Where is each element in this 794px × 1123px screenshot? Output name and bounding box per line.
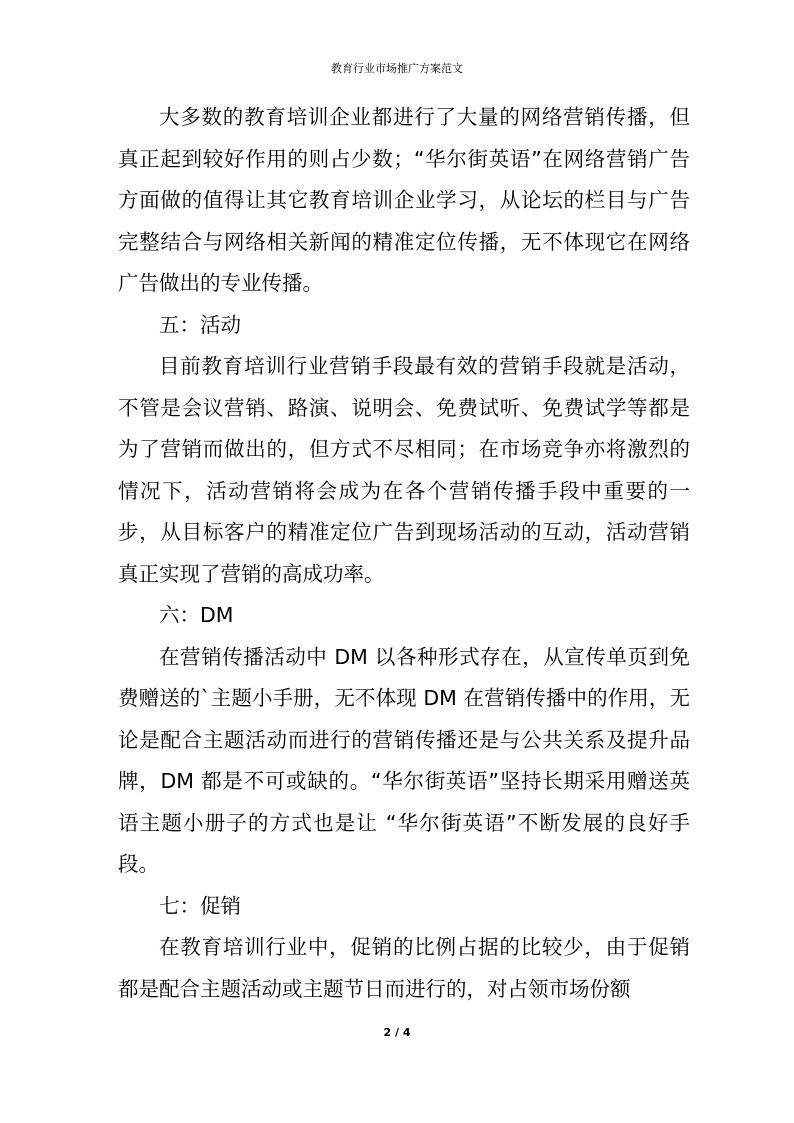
page-number: 2 / 4	[383, 1026, 411, 1039]
section-heading-promotion: 七：促销	[159, 893, 241, 918]
paragraph-network-advertising: 大多数的教育培训企业都进行了大量的网络营销传播，但真正起到较好作用的则占少数；“华尔街英语”在网络营销广告方面做的值得让其它教育培训企业学习，从论坛的栏目与广告完整结合与网络相关新闻的精准定位传播，无不体现它在网络广告做出的专业传播。	[118, 105, 690, 295]
section-heading-dm: 六：DM	[159, 603, 234, 627]
paragraph-promotion: 在教育培训行业中，促销的比例占据的比较少，由于促销都是配合主题活动或主题节日而进行的，对占领市场份额	[118, 935, 690, 1001]
paragraph-activities: 目前教育培训行业营销手段最有效的营销手段就是活动，不管是会议营销、路演、说明会、免费试听、免费试学等都是为了营销而做出的，但方式不尽相同；在市场竞争亦将激烈的情况下，活动营销将会成为在各个营销传播手段中重要的一步，从目标客户的精准定位广告到现场活动的互动，活动营销真正实现了营销的高成功率。	[118, 354, 690, 586]
section-heading-activities: 五：活动	[159, 312, 241, 337]
document-body	[118, 97, 690, 1010]
page-header: 教育行业市场推广方案范文	[331, 62, 463, 75]
paragraph-dm: 在营销传播活动中 DM 以各种形式存在，从宣传单页到免费赠送的`主题小手册，无不体现 DM 在营销传播中的作用，无论是配合主题活动而进行的营销传播还是与公共关系及提升品牌，DM 都是不可或缺的。“华尔街英语”坚持长期采用赠送英语主题小册子的方式也是让 “华尔街英语”不断发展的良好手段。	[118, 644, 690, 876]
